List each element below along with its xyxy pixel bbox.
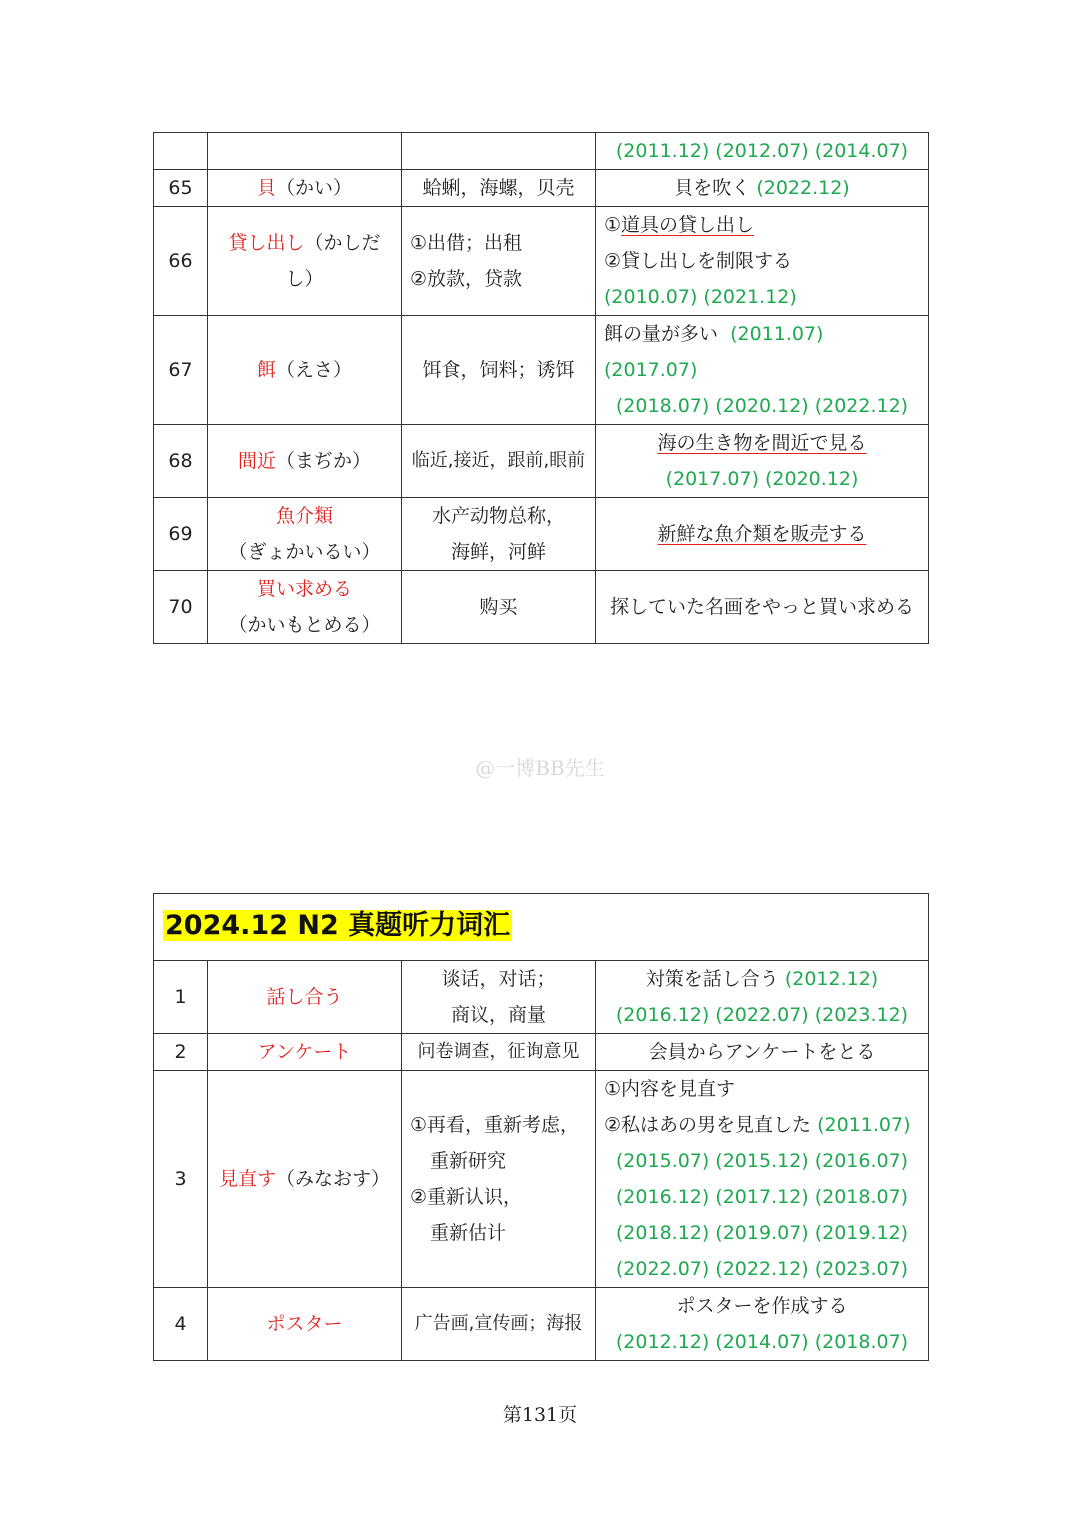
year-tag: (2012.12) bbox=[784, 968, 879, 990]
num-cell: 2 bbox=[154, 1034, 208, 1071]
example-line: ①道具の貸し出し bbox=[604, 214, 755, 236]
table-row bbox=[154, 170, 929, 207]
example-line: ポスターを作成する bbox=[676, 1295, 848, 1317]
meaning-line: 海鲜，河鲜 bbox=[450, 541, 546, 563]
meaning-line: ①出借；出租 bbox=[410, 232, 523, 254]
table-row bbox=[154, 316, 929, 425]
example-text: 貝を吹く bbox=[674, 177, 751, 199]
example-cell: 会員からアンケートをとる bbox=[596, 1034, 929, 1071]
year-tag: (2015.12) bbox=[715, 1150, 809, 1172]
example-cell bbox=[596, 316, 929, 425]
year-tag: (2011.12) bbox=[615, 140, 710, 162]
word-cell bbox=[208, 571, 402, 644]
example-line: 海の生き物を間近で見る bbox=[657, 432, 867, 454]
meaning-cell bbox=[402, 133, 596, 170]
example-cell bbox=[596, 170, 929, 207]
year-tag: (2018.07) bbox=[814, 1186, 909, 1208]
example-line: ②貸し出しを制限する bbox=[604, 250, 793, 272]
year-tag: (2023.12) bbox=[814, 1004, 909, 1026]
year-tag: (2010.07) bbox=[604, 286, 698, 308]
year-line bbox=[604, 388, 920, 424]
reading-text: （かしだし） bbox=[285, 232, 381, 290]
table-row bbox=[154, 1288, 929, 1361]
word-text: 買い求める bbox=[256, 578, 352, 600]
year-tag: (2016.12) bbox=[615, 1004, 710, 1026]
num-cell: 4 bbox=[154, 1288, 208, 1361]
example-line bbox=[604, 316, 920, 388]
meaning-cell bbox=[402, 1071, 596, 1288]
meaning-cell: 蛤蜊，海螺，贝壳 bbox=[402, 170, 596, 207]
num-cell: 68 bbox=[154, 425, 208, 498]
year-line bbox=[604, 997, 920, 1033]
num-cell: 69 bbox=[154, 498, 208, 571]
year-tag: (2022.07) bbox=[615, 1258, 710, 1280]
example-line bbox=[604, 961, 920, 997]
word-cell: 話し合う bbox=[208, 961, 402, 1034]
year-tag: (2017.07) bbox=[604, 359, 698, 381]
num-cell: 70 bbox=[154, 571, 208, 644]
meaning-line: ①再看，重新考虑， bbox=[410, 1114, 580, 1136]
year-tag: (2019.07) bbox=[715, 1222, 809, 1244]
word-cell bbox=[208, 498, 402, 571]
word-text: 餌 bbox=[256, 359, 276, 381]
year-tag: (2014.07) bbox=[814, 140, 909, 162]
year-line bbox=[604, 461, 920, 497]
word-cell bbox=[208, 1071, 402, 1288]
table-row bbox=[154, 571, 929, 644]
example-line bbox=[604, 1107, 920, 1143]
meaning-line: ②放款，贷款 bbox=[410, 268, 523, 290]
table-row bbox=[154, 1071, 929, 1288]
example-cell bbox=[596, 961, 929, 1034]
num-cell: 3 bbox=[154, 1071, 208, 1288]
example-text: 餌の量が多い bbox=[604, 323, 719, 345]
example-cell: 探していた名画をやっと買い求める bbox=[596, 571, 929, 644]
year-tag: (2012.07) bbox=[715, 140, 809, 162]
num-cell: 66 bbox=[154, 207, 208, 316]
year-tag: (2018.07) bbox=[615, 395, 710, 417]
year-tag: (2020.12) bbox=[765, 468, 859, 490]
word-cell bbox=[208, 425, 402, 498]
example-cell bbox=[596, 1071, 929, 1288]
meaning-line: ②重新认识， bbox=[410, 1186, 523, 1208]
example-line: 新鮮な魚介類を販売する bbox=[657, 523, 867, 545]
word-cell: アンケート bbox=[208, 1034, 402, 1071]
reading-text: （かいもとめる） bbox=[228, 614, 381, 636]
watermark-text: @一博BB先生 bbox=[475, 756, 605, 780]
reading-text: （まぢか） bbox=[276, 450, 372, 472]
table-row bbox=[154, 961, 929, 1034]
reading-text: （ぎょかいるい） bbox=[228, 541, 381, 563]
word-text: 見直す bbox=[218, 1168, 276, 1190]
year-tag: (2014.07) bbox=[715, 1331, 809, 1353]
year-tag: (2016.12) bbox=[615, 1186, 710, 1208]
example-line: ①内容を見直す bbox=[604, 1078, 736, 1100]
year-tag: (2023.07) bbox=[814, 1258, 909, 1280]
year-line bbox=[604, 279, 920, 315]
word-cell bbox=[208, 133, 402, 170]
year-tag: (2022.07) bbox=[715, 1004, 809, 1026]
reading-text: （かい） bbox=[276, 177, 353, 199]
word-cell bbox=[208, 170, 402, 207]
reading-text: （えさ） bbox=[276, 359, 353, 381]
title-cell bbox=[154, 894, 929, 961]
word-text: 貝 bbox=[256, 177, 276, 199]
meaning-cell: 购买 bbox=[402, 571, 596, 644]
table-title: 2024.12 N2 真题听力词汇 bbox=[165, 910, 511, 941]
meaning-line: 水产动物总称， bbox=[431, 505, 565, 527]
table-title-row bbox=[154, 894, 929, 961]
num-cell: 65 bbox=[154, 170, 208, 207]
year-line bbox=[604, 1143, 920, 1179]
table-row bbox=[154, 1034, 929, 1071]
num-cell: 67 bbox=[154, 316, 208, 425]
example-cell bbox=[596, 425, 929, 498]
example-cell bbox=[596, 207, 929, 316]
year-tag: (2017.07) bbox=[665, 468, 759, 490]
meaning-line: 商议，商量 bbox=[450, 1004, 546, 1026]
year-tag: (2011.07) bbox=[730, 323, 824, 345]
example-text: 対策を話し合う bbox=[645, 968, 779, 990]
word-text: 間近 bbox=[237, 450, 276, 472]
table-row bbox=[154, 133, 929, 170]
year-line bbox=[604, 1215, 920, 1251]
year-tag: (2017.12) bbox=[715, 1186, 809, 1208]
year-tag: (2022.12) bbox=[715, 1258, 809, 1280]
example-text: ②私はあの男を見直した bbox=[604, 1114, 812, 1136]
vocab-table-1 bbox=[153, 132, 929, 644]
word-cell bbox=[208, 316, 402, 425]
year-line bbox=[604, 1251, 920, 1287]
example-underlined: 道具の貸し出し bbox=[621, 214, 755, 236]
year-tag: (2022.12) bbox=[814, 395, 909, 417]
year-tag: (2015.07) bbox=[615, 1150, 710, 1172]
word-text: 魚介類 bbox=[275, 505, 333, 527]
word-cell: ポスター bbox=[208, 1288, 402, 1361]
reading-text: （みなおす） bbox=[276, 1168, 391, 1190]
year-line bbox=[604, 1324, 920, 1360]
meaning-cell bbox=[402, 498, 596, 571]
table-row bbox=[154, 498, 929, 571]
year-tag: (2018.07) bbox=[814, 1331, 909, 1353]
meaning-cell bbox=[402, 961, 596, 1034]
word-text: 貸し出し bbox=[228, 232, 305, 254]
year-tag: (2018.12) bbox=[615, 1222, 710, 1244]
meaning-line: 谈话，对话； bbox=[441, 968, 556, 990]
year-tag: (2019.12) bbox=[814, 1222, 909, 1244]
example-cell bbox=[596, 498, 929, 571]
meaning-cell: 问卷调查，征询意见 bbox=[402, 1034, 596, 1071]
example-cell bbox=[596, 133, 929, 170]
meaning-line: 重新研究 bbox=[430, 1150, 507, 1172]
meaning-line: 重新估计 bbox=[430, 1222, 507, 1244]
meaning-cell: 临近,接近，跟前,眼前 bbox=[402, 425, 596, 498]
year-tag: (2020.12) bbox=[715, 395, 809, 417]
table-row bbox=[154, 425, 929, 498]
page-number: 第131页 bbox=[502, 1404, 578, 1426]
year-tag: (2022.12) bbox=[756, 177, 850, 199]
word-cell bbox=[208, 207, 402, 316]
year-tag: (2016.07) bbox=[814, 1150, 909, 1172]
table-row bbox=[154, 207, 929, 316]
year-tag: (2012.12) bbox=[615, 1331, 710, 1353]
num-cell: 1 bbox=[154, 961, 208, 1034]
meaning-cell bbox=[402, 207, 596, 316]
year-tag: (2021.12) bbox=[703, 286, 797, 308]
year-tag: (2011.07) bbox=[817, 1114, 911, 1136]
example-cell bbox=[596, 1288, 929, 1361]
year-line bbox=[604, 1179, 920, 1215]
num-cell bbox=[154, 133, 208, 170]
vocab-table-2 bbox=[153, 893, 929, 1361]
meaning-cell: 饵食，饲料；诱饵 bbox=[402, 316, 596, 425]
meaning-cell: 广告画,宣传画；海报 bbox=[402, 1288, 596, 1361]
